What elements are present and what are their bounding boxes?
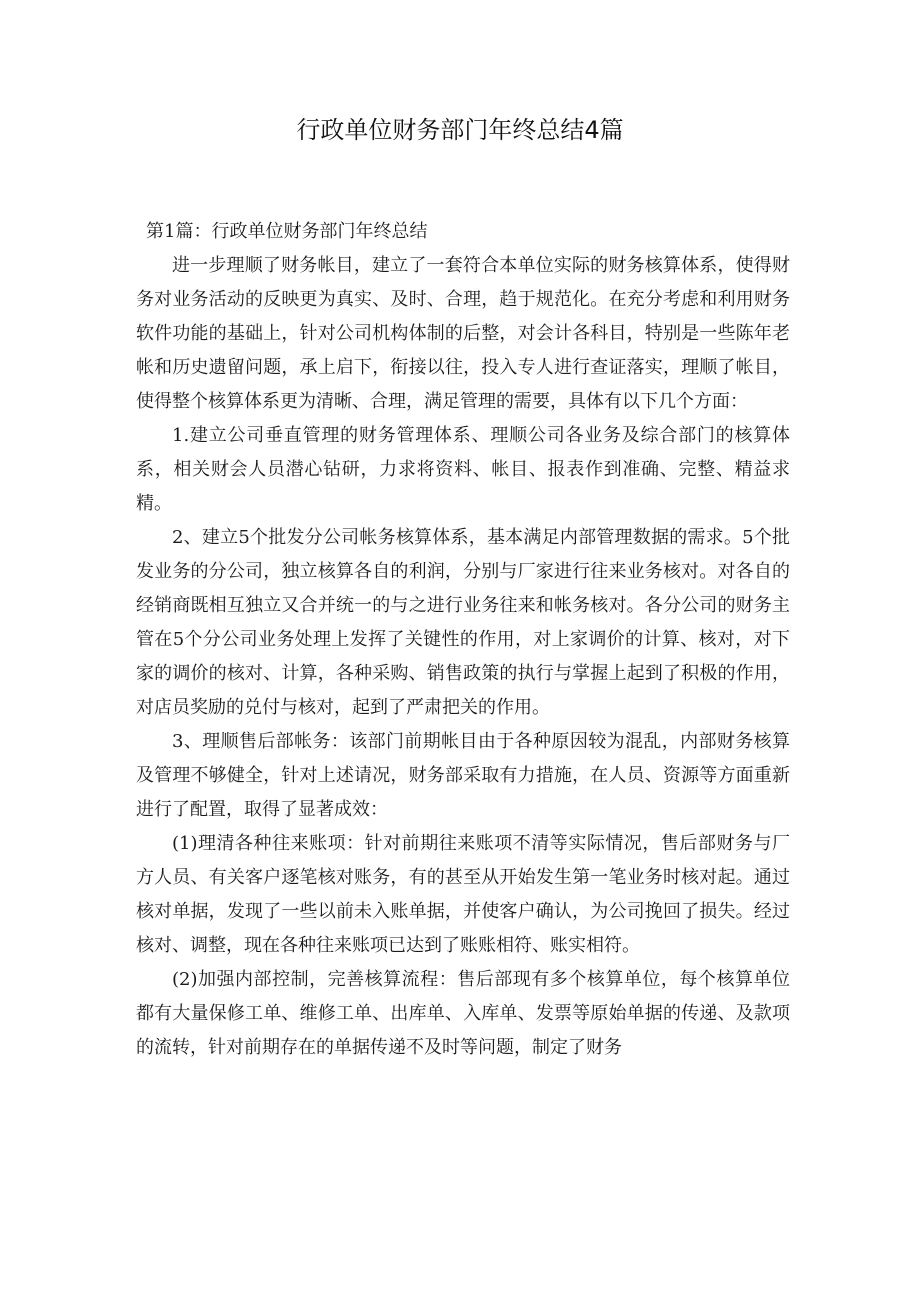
section-heading: 第1篇：行政单位财务部门年终总结	[146, 221, 428, 242]
document-title: 行政单位财务部门年终总结4篇	[296, 116, 624, 144]
paragraph: (1)理清各种往来账项：针对前期往来账项不清等实际情况，售后部财务与厂方人员、有关客户逐笔核对账务，有的甚至从开始发生第一笔业务时核对起。通过核对单据，发现了一些以前未入账单据，并使客户确认，为公司挽回了损失。经过核对、调整，现在各种往来账项已达到了账账相符、账实相符。	[136, 833, 790, 956]
paragraph: 3、理顺售后部帐务：该部门前期帐目由于各种原因较为混乱，内部财务核算及管理不够健全，针对上述请况，财务部采取有力措施，在人员、资源等方面重新进行了配置，取得了显著成效：	[136, 731, 790, 820]
paragraph: 2、建立5个批发分公司帐务核算体系，基本满足内部管理数据的需求。5个批发业务的分公司，独立核算各自的利润，分别与厂家进行往来业务核对。对各自的经销商既相互独立又合并统一的与之进行业务往来和帐务核对。各分公司的财务主管在5个分公司业务处理上发挥了关键性的作用，对上家调价的计算、核对，对下家的调价的核对、计算，各种采购、销售政策的执行与掌握上起到了积极的作用，对店员奖励的兑付与核对，起到了严肃把关的作用。	[136, 527, 790, 718]
paragraph: (2)加强内部控制，完善核算流程：售后部现有多个核算单位，每个核算单位都有大量保修工单、维修工单、出库单、入库单、发票等原始单据的传递、及款项的流转，针对前期存在的单据传递不及时等问题，制定了财务	[136, 969, 790, 1058]
document-body	[136, 215, 790, 1065]
paragraph: 1.建立公司垂直管理的财务管理体系、理顺公司各业务及综合部门的核算体系，相关财会人员潜心钻研，力求将资料、帐目、报表作到准确、完整、精益求精。	[136, 425, 790, 514]
paragraph: 进一步理顺了财务帐目，建立了一套符合本单位实际的财务核算体系，使得财务对业务活动的反映更为真实、及时、合理，趋于规范化。在充分考虑和利用财务软件功能的基础上，针对公司机构体制的后整，对会计各科目，特别是一些陈年老帐和历史遗留问题，承上启下，衔接以往，投入专人进行查证落实，理顺了帐目，使得整个核算体系更为清晰、合理，满足管理的需要，具体有以下几个方面：	[136, 255, 790, 412]
